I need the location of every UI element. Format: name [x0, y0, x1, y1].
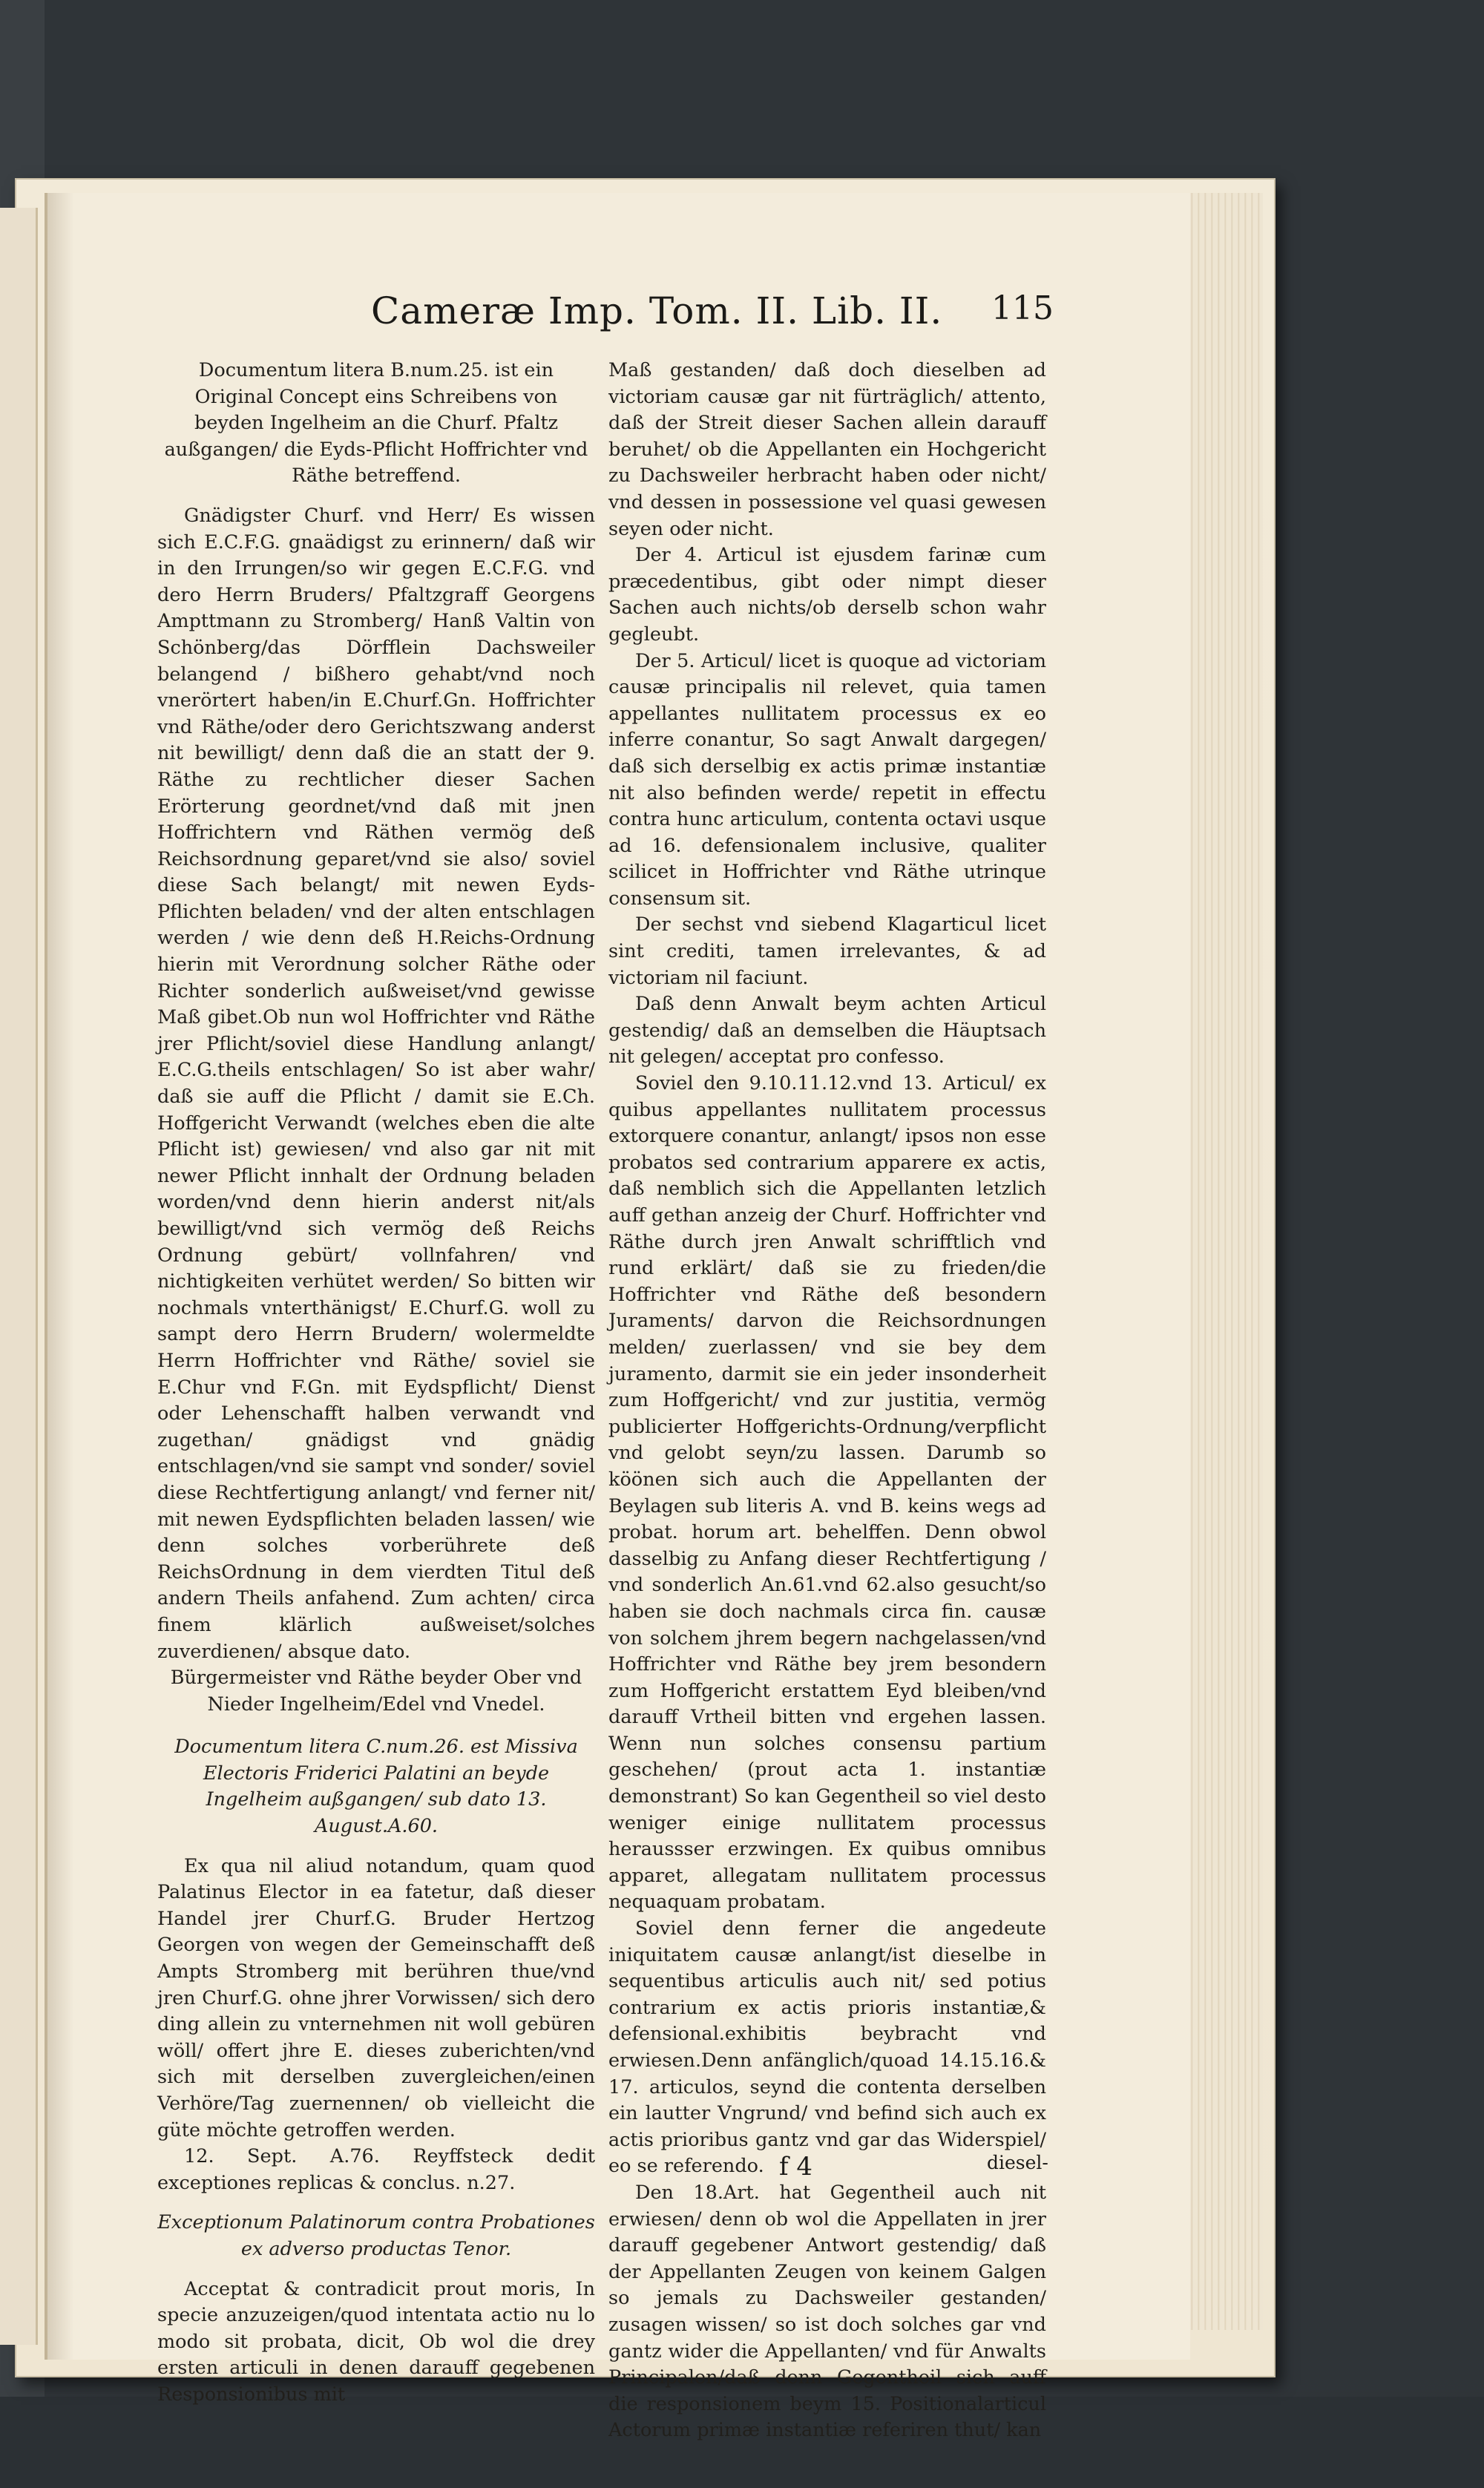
catchword: diesel- — [987, 2152, 1048, 2173]
gutter-shadow — [45, 193, 74, 2360]
iniquity-paragraph: Soviel denn ferner die angedeute iniquitatem causæ anlangt/ist dieselbe in sequentibus articulis auch nit/ sed potius contrarium ex actis prioris instantiæ,& defensional.exhibitis beybracht vnd erwiesen.Denn anfänglich/quoad 14.15.16.& 17. articulos, seynd die contenta derselben ein lautter Vngrund/ vnd befind sich auch ex actis prioribus gantz vnd gar das Widerspiel/ eo se referendo. — [608, 1917, 1046, 2178]
article-9-13-paragraph: Soviel den 9.10.11.12.vnd 13. Articul/ ex quibus appellantes nullitatem processus extorquere conantur, anlangt/ ipsos non esse probatos sed contrarium apparere ex actis, daß nemblich sich die Appellanten letzlich auff gethan anzeig der Churf. Hoffrichter vnd Räthe durch jren Anwalt schrifftlich vnd rund erklärt/ daß sie zu frieden/die Hoffrichter vnd Räthe deß besondern Juraments/ darvon die Reichsordnungen melden/ zuerlassen/ vnd sie bey dem juramento, darmit sie ein jeder insonderheit zum Hoffgericht/ vnd zur justitia, vermög publicierter Hoffgerichts-Ordnung/verpflicht vnd gelobt seyn/zu lassen. Darumb so köönen sich auch die Appellanten der Beylagen sub literis A. vnd B. keins wegs ad probat. horum art. behelffen. Denn obwol dasselbig zu Anfang dieser Rechtfertigung / vnd sonderlich An.61.vnd 62.also gesucht/so haben sie doch nachmals circa fin. causæ von solchem jhrem begern nachgelassen/vnd Hoffrichter vnd Räthe bey jrem besondern zum Hoffgericht erstattem Eyd bleiben/vnd darauff Vrtheil bitten vnd ergehen lassen. Wenn nun solches consensu partium geschehen/ (prout acta 1. instantiæ demonstrant) So kan Gegentheil so viel desto weniger einige nullitatem processus heraussser erzwingen. Ex quibus omnibus apparet, allegatam nullitatem processus nequaquam probatam. — [608, 1072, 1046, 1914]
filing-note: 12. Sept. A.76. Reyffsteck dedit exceptiones replicas & conclus. n.27. — [157, 2145, 595, 2194]
exceptions-paragraph: Acceptat & contradicit prout moris, In specie anzuzeigen/quod intentata actio nu lo modo sit probata, dicit, Ob wol die drey ersten articuli in denen darauff gegebenen Responsionibus mit — [157, 2277, 595, 2406]
article-4-paragraph: Der 4. Articul ist ejusdem farinæ cum præcedentibus, gibt oder nimpt dieser Sachen auch nichts/ob derselb schon wahr gegleubt. — [608, 544, 1046, 646]
document-heading-b: Documentum litera B.num.25. ist ein Original Concept eins Schreibens von beyden Ingelheim an die Churf. Pfaltz außgangen/ die Eyds-Pflicht Hoffrichter vnd Räthe betreffend. — [164, 359, 588, 488]
article-5-paragraph: Der 5. Articul/ licet is quoque ad victoriam causæ principalis nil relevet, quia tamen appellantes nullitatem processus ex eo inferre conantur, So sagt Anwalt dargegen/ daß sich derselbig ex actis primæ instantiæ nit also befinden werde/ repetit in effectu contra hunc articulum, contenta octavi usque ad 16. defensionalem inclusive, qualiter scilicet in Hoffrichter vnd Räthe utrinque consensum sit. — [608, 649, 1046, 910]
running-title: Cameræ Imp. Tom. II. Lib. II. — [371, 289, 943, 332]
letter-signatories: Bürgermeister vnd Räthe beyder Ober vnd Nieder Ingelheim/Edel vnd Vnedel. — [170, 1667, 582, 1716]
page-number: 115 — [991, 289, 1054, 327]
exceptions-heading: Exceptionum Palatinorum contra Probationes ex adverso productas Tenor. — [157, 2211, 595, 2260]
commentary-paragraph: Ex qua nil aliud notandum, quam quod Palatinus Elector in ea fatetur, daß dieser Handel jrer Churf.G. Bruder Hertzog Georgen von wegen der Gemeinschafft deß Ampts Stromberg mit berühren thue/vnd jren Churf.G. ohne jhrer Vorwissen/ sich dero ding allein zu vnternehmen nit woll gebüren wöll/ offert jhre E. dieses zuberichten/vnd sich mit derselben zuvergleichen/einen Verhöre/Tag zuernennen/ ob vielleicht die güte möchte getroffen werden. — [157, 1854, 595, 2141]
article-8-paragraph: Daß denn Anwalt beym achten Articul gestendig/ daß an demselben die Häuptsach nit gelegen/ acceptat pro confesso. — [608, 993, 1046, 1069]
facing-page-edge — [0, 208, 38, 2345]
document-heading-c: Documentum litera C.num.26. est Missiva Electoris Friderici Palatini an beyde Ingelheim außgangen/ sub dato 13. August.A.60. — [174, 1736, 578, 1838]
article-18-paragraph: Den 18.Art. hat Gegentheil auch nit erwiesen/ denn ob wol die Appellaten in jrer darauff gegebener Antwort gestendig/ daß der Appellanten Zeugen von keinem Galgen so jemals zu Dachsweiler gestanden/ zusagen wissen/ so ist doch solches gar vnd gantz wider die Appellanten/ vnd für Anwalts Principalen/daß denn Gegentheil sich auff die responsionem beym 15. Positionalarticul Actorum primæ instantiæ referiren thut/ kan — [608, 2181, 1046, 2442]
page-header — [148, 289, 1054, 349]
right-column — [608, 358, 1046, 2444]
article-6-7-paragraph: Der sechst vnd siebend Klagarticul licet sint crediti, tamen irrelevantes, & ad victoriam nil faciunt. — [608, 913, 1046, 989]
letter-body: Gnädigster Churf. vnd Herr/ Es wissen sich E.C.F.G. gnaädigst zu erinnern/ daß wir in den Irrungen/so wir gegen E.C.F.G. vnd dero Herrn Bruders/ Pfaltzgraff Georgens Ampttmann zu Stromberg/ Hanß Valtin von Schönberg/das Dörfflein Dachsweiler belangend / bißhero gehabt/vnd noch vnerörtert haben/in E.Churf.Gn. Hoffrichter vnd Räthe/oder dero Gerichtszwang anderst nit bewilligt/ denn daß die an statt der 9. Räthe zu rechtlicher dieser Sachen Erörterung geordnet/vnd daß mit jnen Hoffrichtern vnd Räthen vermög deß Reichsordnung geparet/vnd sie also/ soviel diese Sach belangt/ mit newen Eyds-Pflichten beladen/ vnd der alten entschlagen werden / wie denn deß H.Reichs-Ordnung hierin mit Verordnung solcher Räthe oder Richter sonderlich außweiset/vnd gewisse Maß gibet.Ob nun wol Hoffrichter vnd Räthe jrer Pflicht/soviel diese Handlung anlangt/ E.C.G.theils entschlagen/ So ist aber wahr/ daß sie auff die Pflicht / damit sie E.Ch. Hoffgericht Verwandt (welches eben die alte Pflicht ist) gewiesen/ vnd also gar nit mit newer Pflicht innhalt der Ordnung beladen worden/vnd denn hierin anderst nit/als bewilligt/vnd sich vermög deß Reichs Ordnung gebürt/ vollnfahren/ vnd nichtigkeiten verhütet werden/ So bitten wir nochmals vnterthänigst/ E.Churf.G. woll zu sampt dero Herrn Brudern/ wolermeldte Herrn Hoffrichter vnd Räthe/ soviel sie E.Chur vnd F.Gn. mit Eydspflicht/ Dienst oder Lehenschafft halben verwandt vnd zugethan/ gnädigst vnd gnädig entschlagen/vnd sie sampt vnd sonder/ soviel diese Rechtfertigung anlangt/ vnd ferner nit/ mit newen Eydspflichten beladen lassen/ wie denn solches vorberührete deß ReichsOrdnung in dem vierdten Titul deß andern Theils anfahend. Zum achten/ circa finem klärlich außweiset/solches zuverdienen/ absque dato. — [157, 504, 595, 1663]
signature-mark: f 4 — [779, 2152, 813, 2182]
right-paragraph-1: Maß gestanden/ daß doch dieselben ad victoriam causæ gar nit fürträglich/ attento, daß der Streit dieser Sachen allein darauff beruhet/ ob die Appellanten ein Hochgericht zu Dachsweiler herbracht haben oder nicht/ vnd dessen in possessione vel quasi gewesen seyen oder nicht. — [608, 359, 1046, 540]
left-column — [157, 358, 595, 2409]
